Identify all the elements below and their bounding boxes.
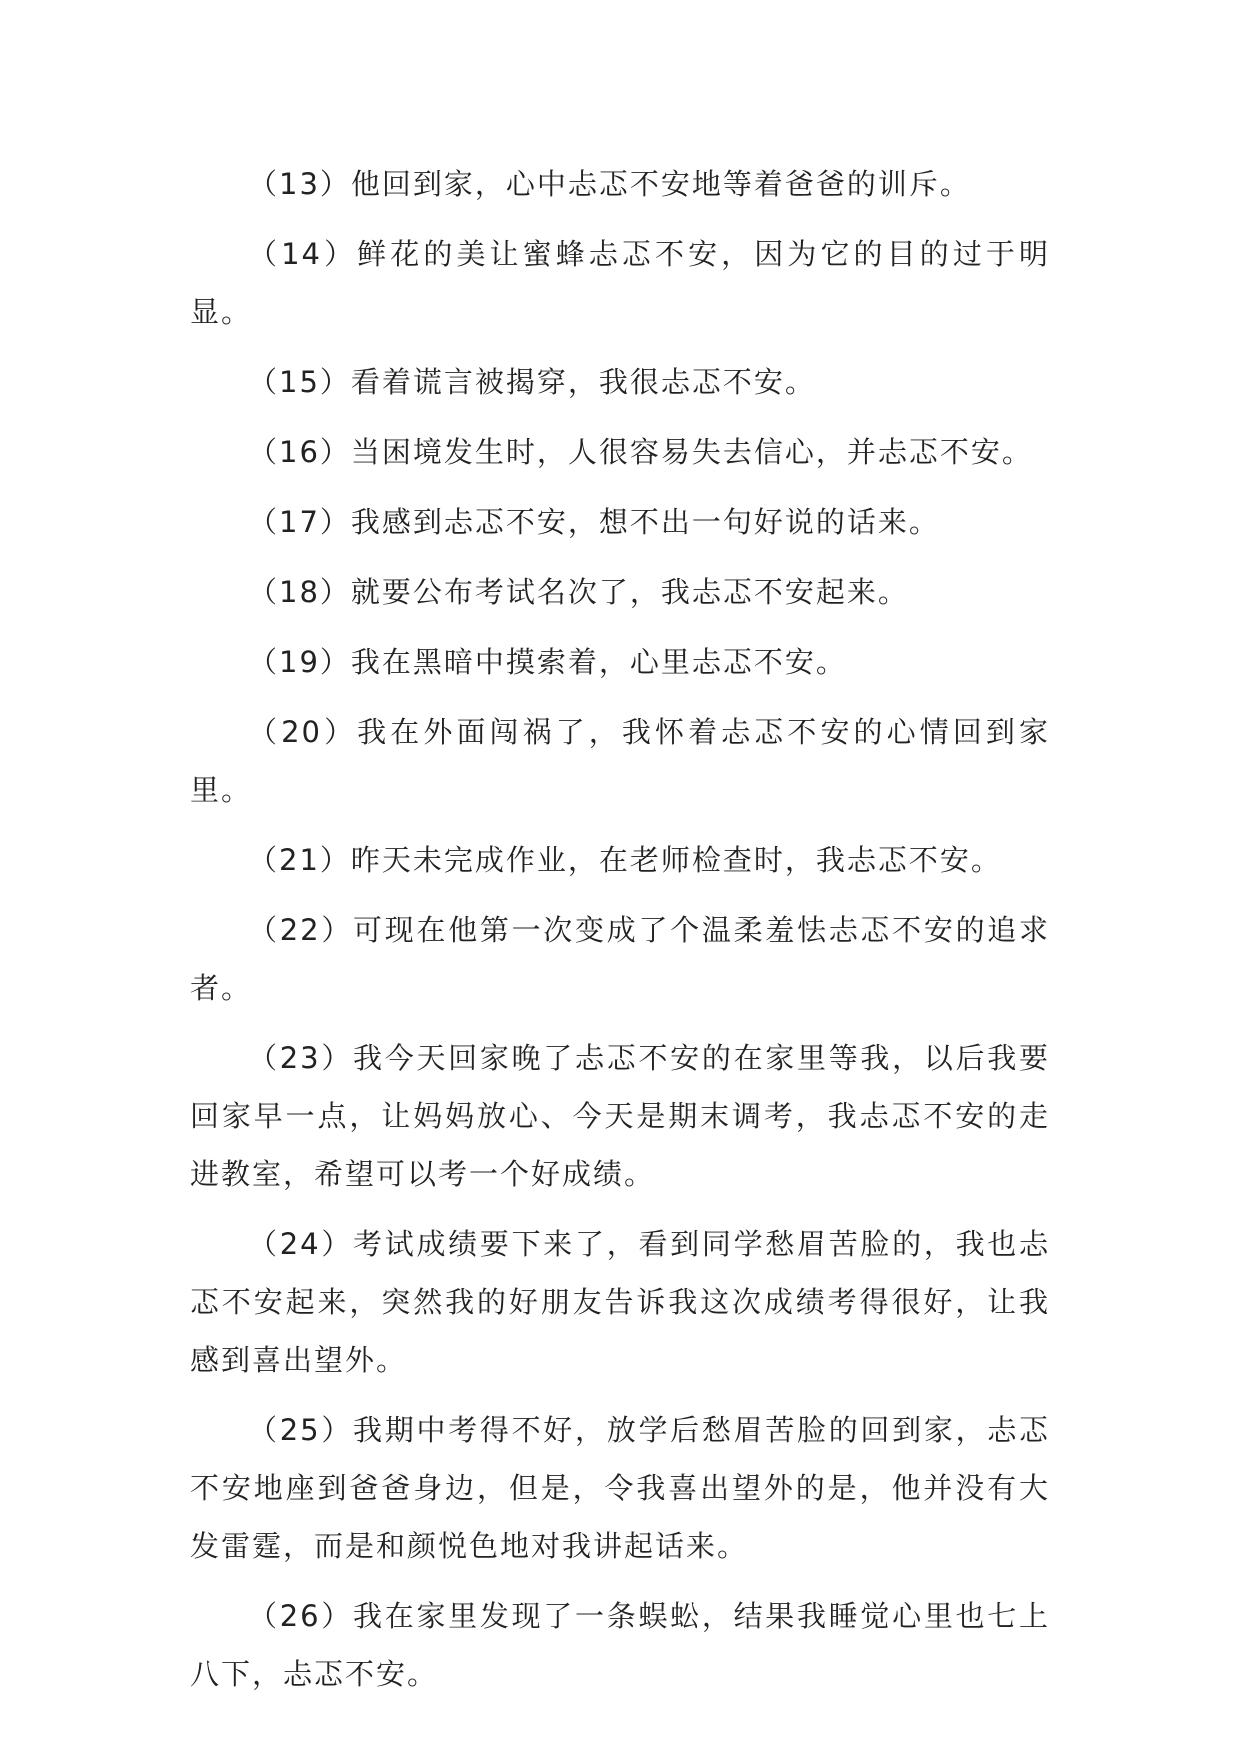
sentence-20: （20）我在外面闯祸了，我怀着忐忑不安的心情回到家里。 [190, 715, 1050, 807]
sentence-19: （19）我在黑暗中摸索着，心里忐忑不安。 [248, 645, 847, 679]
sentence-17: （17）我感到忐忑不安，想不出一句好说的话来。 [248, 505, 940, 539]
sentence-13: （13）他回到家，心中忐忑不安地等着爸爸的训斥。 [248, 167, 971, 201]
sentence-18: （18）就要公布考试名次了，我忐忑不安起来。 [248, 575, 909, 609]
sentence-24: （24）考试成绩要下来了，看到同学愁眉苦脸的，我也忐忑不安起来，突然我的好朋友告诉我这次成绩考得很好，让我感到喜出望外。 [190, 1227, 1050, 1377]
document-body [190, 155, 1050, 1715]
sentence-21: （21）昨天未完成作业，在老师检查时，我忐忑不安。 [248, 843, 1002, 877]
sentence-26: （26）我在家里发现了一条蜈蚣，结果我睡觉心里也七上八下，忐忑不安。 [190, 1599, 1050, 1691]
sentence-23: （23）我今天回家晚了忐忑不安的在家里等我，以后我要回家早一点，让妈妈放心、今天是期末调考，我忐忑不安的走进教室，希望可以考一个好成绩。 [190, 1041, 1050, 1191]
sentence-16: （16）当困境发生时，人很容易失去信心，并忐忑不安。 [248, 435, 1033, 469]
sentence-25: （25）我期中考得不好，放学后愁眉苦脸的回到家，忐忑不安地座到爸爸身边，但是，令我喜出望外的是，他并没有大发雷霆，而是和颜悦色地对我讲起话来。 [190, 1413, 1050, 1563]
sentence-15: （15）看着谎言被揭穿，我很忐忑不安。 [248, 365, 816, 399]
sentence-22: （22）可现在他第一次变成了个温柔羞怯忐忑不安的追求者。 [190, 913, 1050, 1005]
sentence-14: （14）鲜花的美让蜜蜂忐忑不安，因为它的目的过于明显。 [190, 237, 1050, 329]
